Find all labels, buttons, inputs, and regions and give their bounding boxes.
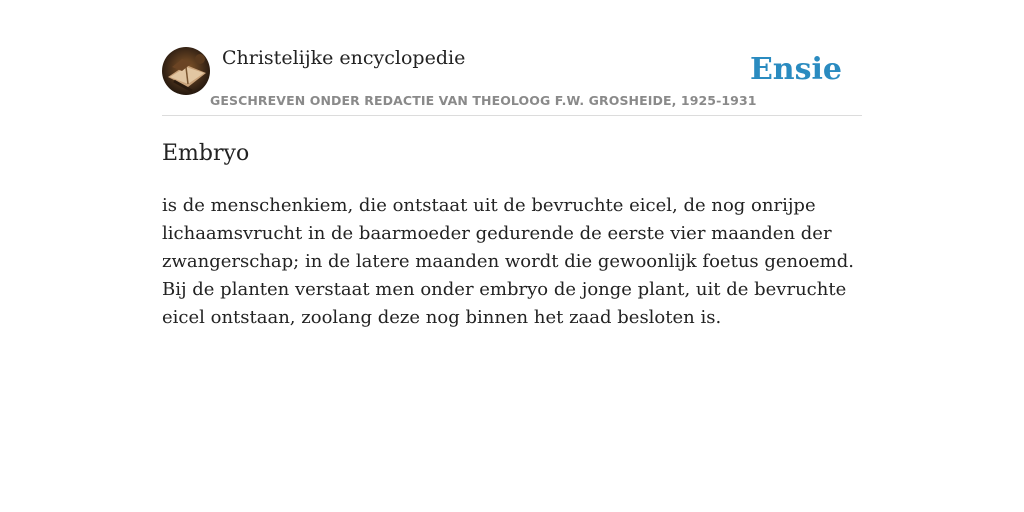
article	[162, 138, 862, 332]
article-body: is de menschenkiem, die ontstaat uit de bevruchte eicel, de nog onrijpe lichaamsvrucht in de baarmoeder gedurende de eerste vier maanden der zwangerschap; in de latere maanden wordt die gewoonlijk foetus genoemd. Bij de planten verstaat men onder embryo de jonge plant, uit de bevruchte eicel ontstaan, zoolang deze nog binnen het zaad besloten is.	[162, 195, 854, 328]
source-subtitle: GESCHREVEN ONDER REDACTIE VAN THEOLOOG F.W. GROSHEIDE, 1925-1931	[210, 93, 757, 108]
source-avatar-icon[interactable]	[162, 47, 210, 95]
brand-logo-link[interactable]: Ensie	[749, 52, 842, 87]
source-header	[162, 46, 862, 116]
article-title: Embryo	[162, 141, 250, 166]
source-title[interactable]: Christelijke encyclopedie	[222, 47, 466, 69]
